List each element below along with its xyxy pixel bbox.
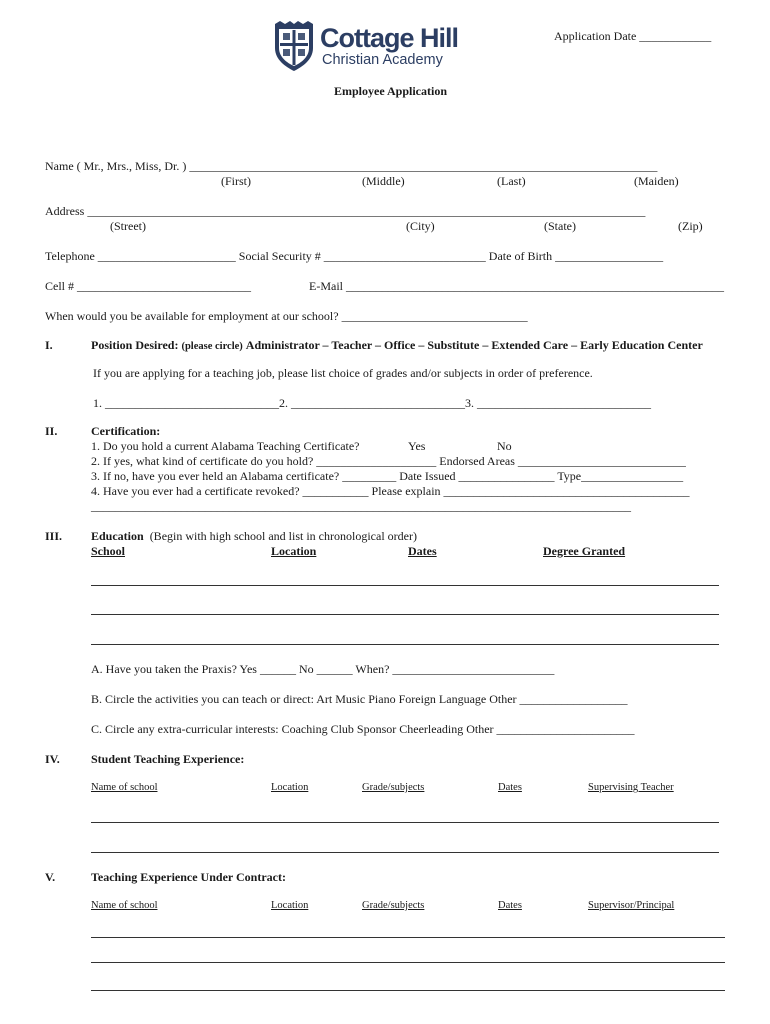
cert-q1-yes[interactable]: Yes bbox=[408, 439, 426, 453]
email-field[interactable]: E-Mail _______________________________________________________________ bbox=[309, 279, 724, 293]
tc-col-location: Location bbox=[271, 900, 309, 911]
edu-col-dates: Dates bbox=[408, 544, 437, 558]
logo-subtitle: Christian Academy bbox=[322, 52, 443, 68]
name-last-caption: (Last) bbox=[497, 174, 526, 188]
name-middle-caption: (Middle) bbox=[362, 174, 405, 188]
tc-col-school: Name of school bbox=[91, 900, 158, 911]
education-heading bbox=[91, 529, 417, 543]
contract-experience-title: Teaching Experience Under Contract: bbox=[91, 870, 286, 884]
page-title: Employee Application bbox=[334, 84, 448, 98]
certification-title: Certification: bbox=[91, 424, 161, 438]
position-options[interactable]: Administrator – Teacher – Office – Substitute – Extended Care – Early Education Center bbox=[245, 338, 703, 352]
section-4-numeral: IV. bbox=[45, 752, 60, 766]
shield-icon bbox=[272, 20, 316, 72]
st-col-dates: Dates bbox=[498, 782, 522, 793]
section-2-numeral: II. bbox=[45, 424, 58, 438]
cert-q1-no[interactable]: No bbox=[497, 439, 512, 453]
section-5-numeral: V. bbox=[45, 870, 56, 884]
student-teaching-title: Student Teaching Experience: bbox=[91, 752, 245, 766]
tc-col-dates: Dates bbox=[498, 900, 522, 911]
address-street-caption: (Street) bbox=[110, 219, 146, 233]
education-title: Education bbox=[91, 529, 144, 543]
education-note: (Begin with high school and list in chronological order) bbox=[149, 529, 417, 543]
address-zip-caption: (Zip) bbox=[678, 219, 703, 233]
address-city-caption: (City) bbox=[406, 219, 435, 233]
cell-field[interactable]: Cell # _____________________________ bbox=[45, 279, 251, 293]
cert-question-4[interactable]: 4. Have you ever had a certificate revoked? ___________ Please explain _________________________________________ bbox=[91, 484, 690, 498]
name-first-caption: (First) bbox=[221, 174, 251, 188]
tc-col-grade: Grade/subjects bbox=[362, 900, 425, 911]
teaching-instruction: If you are applying for a teaching job, please list choice of grades and/or subjects in order of preference. bbox=[93, 366, 593, 380]
st-col-grade: Grade/subjects bbox=[362, 782, 425, 793]
tc-col-supervisor: Supervisor/Principal bbox=[588, 900, 675, 911]
section-3-numeral: III. bbox=[45, 529, 63, 543]
cert-explain-continued[interactable]: __________________________________________________________________________________________ bbox=[91, 499, 631, 513]
position-desired bbox=[91, 338, 703, 354]
education-line-3[interactable] bbox=[91, 644, 719, 645]
position-note: (please circle) bbox=[181, 341, 243, 352]
student-teaching-line-2[interactable] bbox=[91, 852, 719, 853]
address-state-caption: (State) bbox=[544, 219, 576, 233]
telephone-ssn-dob-field[interactable]: Telephone _______________________ Social Security # ___________________________ Date of Birth __________________ bbox=[45, 249, 664, 263]
activities-question[interactable]: B. Circle the activities you can teach or direct: Art Music Piano Foreign Language Other __________________ bbox=[91, 692, 628, 706]
cert-question-2[interactable]: 2. If yes, what kind of certificate do you hold? ____________________ Endorsed Areas ____________________________ bbox=[91, 454, 686, 468]
student-teaching-line-1[interactable] bbox=[91, 822, 719, 823]
edu-col-degree: Degree Granted bbox=[543, 544, 626, 558]
education-line-1[interactable] bbox=[91, 585, 719, 586]
edu-col-location: Location bbox=[271, 544, 317, 558]
availability-field[interactable]: When would you be available for employment at our school? _______________________________ bbox=[45, 309, 528, 323]
extracurricular-question[interactable]: C. Circle any extra-curricular interests: Coaching Club Sponsor Cheerleading Other _______________________ bbox=[91, 722, 635, 736]
grade-subject-choices[interactable]: 1. _____________________________2. _____________________________3. _____________________________ bbox=[93, 396, 651, 410]
name-field[interactable]: Name ( Mr., Mrs., Miss, Dr. ) ______________________________________________________________________________ bbox=[45, 159, 658, 173]
contract-line-2[interactable] bbox=[91, 962, 725, 963]
st-col-supervisor: Supervising Teacher bbox=[588, 782, 674, 793]
education-line-2[interactable] bbox=[91, 614, 719, 615]
st-col-school: Name of school bbox=[91, 782, 158, 793]
st-col-location: Location bbox=[271, 782, 309, 793]
logo-name: Cottage Hill bbox=[320, 23, 459, 53]
position-label: Position Desired: bbox=[91, 338, 179, 352]
cert-question-1: 1. Do you hold a current Alabama Teaching Certificate? bbox=[91, 439, 360, 453]
application-date-field[interactable]: Application Date ____________ bbox=[554, 29, 712, 43]
praxis-question[interactable]: A. Have you taken the Praxis? Yes ______ No ______ When? ___________________________ bbox=[91, 662, 555, 676]
contract-line-1[interactable] bbox=[91, 937, 725, 938]
section-1-numeral: I. bbox=[45, 338, 53, 352]
edu-col-school: School bbox=[91, 544, 126, 558]
name-maiden-caption: (Maiden) bbox=[634, 174, 679, 188]
cert-question-3[interactable]: 3. If no, have you ever held an Alabama certificate? _________ Date Issued ________________ Type_________________ bbox=[91, 469, 684, 483]
address-field[interactable]: Address _____________________________________________________________________________________________ bbox=[45, 204, 646, 218]
contract-line-3[interactable] bbox=[91, 990, 725, 991]
